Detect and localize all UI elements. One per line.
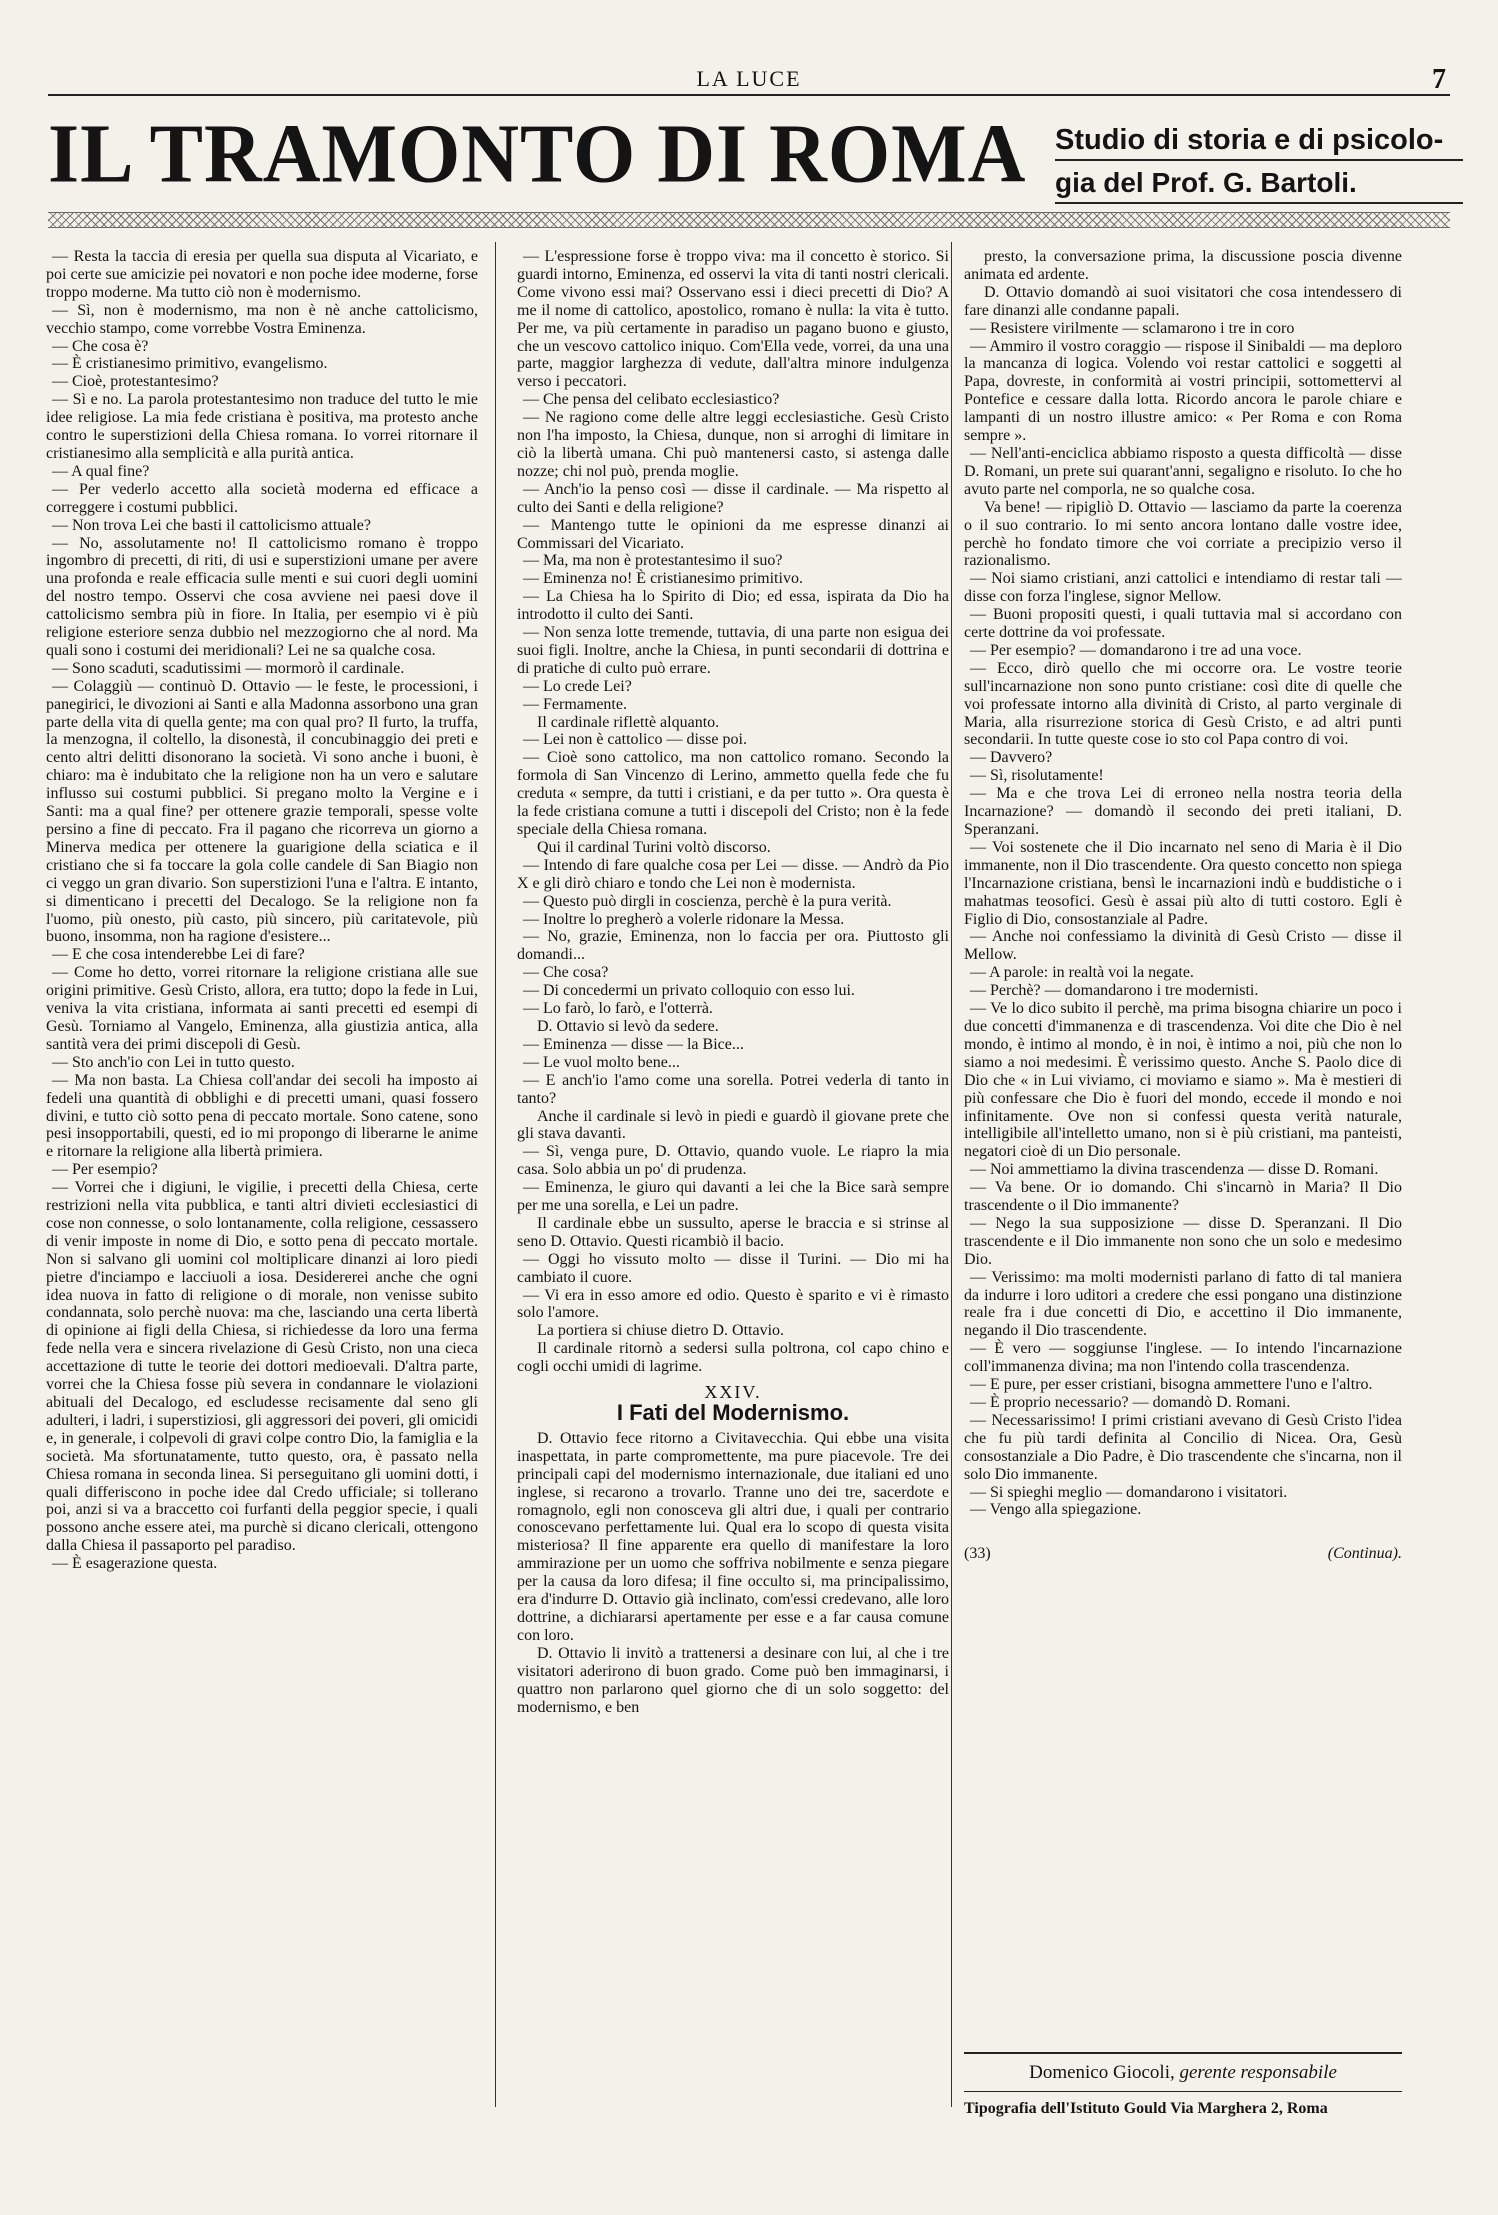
paragraph: — Vorrei che i digiuni, le vigilie, i precetti della Chiesa, certe restrizioni nella vita pubblica, e tanti altri divieti ecclesiastici di cose non connesse, o solo lontanamente, colla religione, cessassero di venir imposte in nome di Dio, e sotto pena di peccato mortale. Non si salvano gli uomini col moltiplicare dinanzi ai loro piedi pietre d'inciampo e lacciuoli a iosa. Desidererei anche che ogni idea nuova in fatto di religione o di morale, non venisse subito condannata, solo perchè nuova: ma che, lasciando una certa libertà di opinione ai figli della Chiesa, si richiedesse da loro una ferma fede nella vera e sincera rivelazione di Gesù Cristo, non una cieca accettazione di tutte le teorie dei dottori medioevali. D'altra parte, vorrei che la Chiesa fosse più severa in condannare le violazioni abituali del Decalogo, ed escludesse recisamente dal seno gli adulteri, i ladri, i superstiziosi, gli aggressori dei poveri, gli omicidi e, in generale, i colpevoli di gravi colpe contro Dio, la famiglia e la società. Ma sfortunatamente, tutto questo, ora, è passato nella Chiesa romana in seconda linea. Si perseguitano gli uomini dotti, i quali differiscono in poche idee dal Credo ufficiale; si tollerano poi, anzi si va a braccetto coi furfanti della peggior specie, i quali possono anche essere atei, ma purchè si dicano clericali, ottengono dalla Chiesa il passaporto pel paradiso. <box>46 1179 478 1555</box>
paragraph: — E che cosa intenderebbe Lei di fare? <box>52 946 305 964</box>
paragraph: — No, grazie, Eminenza, non lo faccia per ora. Piuttosto gli domandi... <box>517 928 949 964</box>
responsible-editor <box>964 2062 1402 2084</box>
paragraph: — Sto anch'io con Lei in tutto questo. <box>52 1053 295 1071</box>
paragraph: — Per vederlo accetto alla società moderna ed efficace a correggere i costumi pubblici. <box>46 480 478 516</box>
continued-note: (Continua). <box>1327 1545 1402 1563</box>
paragraph: — Fermamente. <box>523 695 627 713</box>
paragraph: — Cioè, protestantesimo? <box>52 373 219 391</box>
paragraph: — E pure, per esser cristiani, bisogna ammettere l'uno e l'altro. <box>970 1376 1373 1394</box>
paragraph: — Per esempio? — domandarono i tre ad una voce. <box>970 641 1302 659</box>
paragraph: — Lo farò, lo farò, e l'otterrà. <box>523 1000 713 1018</box>
paragraph: Qui il cardinal Turini voltò discorso. <box>537 838 771 856</box>
paragraph: — Le vuol molto bene... <box>523 1053 680 1071</box>
printer-line: Tipografia dell'Istituto Gould Via Marghera 2, Roma <box>964 2100 1328 2117</box>
paragraph: — Va bene. Or io domando. Chi s'incarnò in Maria? Il Dio trascendente o il Dio immanente? <box>964 1179 1402 1215</box>
editor-role: gerente responsabile <box>1179 2062 1337 2083</box>
paragraph: — Eminenza — disse — la Bice... <box>523 1035 744 1053</box>
paragraph: — Non senza lotte tremende, tuttavia, di una parte non esigua dei suoi figli. Inoltre, anche la Chiesa, in punti secondarii di dottrina e di pratiche di culto può errare. <box>517 624 949 677</box>
paragraph: — Anche noi confessiamo la divinità di Gesù Cristo — disse il Mellow. <box>964 928 1402 964</box>
paragraph: — Non trova Lei che basti il cattolicismo attuale? <box>52 516 372 534</box>
paragraph: — Che pensa del celibato ecclesiastico? <box>523 391 780 409</box>
paragraph: Il cardinale riflettè alquanto. <box>537 713 720 731</box>
paragraph: — Ma, ma non è protestantesimo il suo? <box>523 552 783 570</box>
paragraph: — L'espressione forse è troppo viva: ma il concetto è storico. Si guardi intorno, Eminenza, ed osservi la vita di tanti nostri clericali. Come vivono essi mai? Osservano essi i dieci precetti di Dio? A me il nome di cattolico, apostolico, romano è nulla: la vita è tutto. Per me, va più certamente in paradiso un pagano buono e giusto, che un vescovo cattolico iniquo. Com'Ella vede, vorrei, da una una parte, maggior larghezza di vedute, dall'altra minore indulgenza verso i peccatori. <box>517 248 949 391</box>
paragraph: — Come ho detto, vorrei ritornare la religione cristiana alle sue origini primitive. Gesù Cristo, allora, era tutto; dopo la fede in Lui, veniva la vita cristiana, informata ai santi precetti ed esempi di Gesù. Torniamo al Vangelo, Eminenza, alla giustizia antica, alla santità vera dei primi discepoli di Gesù. <box>46 964 478 1053</box>
paragraph: — Per esempio? <box>52 1161 158 1179</box>
subtitle-line-2: gia del Prof. G. Bartoli. <box>1055 167 1463 204</box>
paragraph: — Noi siamo cristiani, anzi cattolici e intendiamo di restar tali — disse con forza l'inglese, signor Mellow. <box>964 570 1402 606</box>
paragraph: — Buoni propositi questi, i quali tuttavia mal si accordano con certe dottrine da voi professate. <box>964 606 1402 642</box>
paragraph: — Ammiro il vostro coraggio — rispose il Sinibaldi — ma deploro la mancanza di logica. Volendo voi restar cattolici e soggetti al Papa, dovreste, in conformità ai vostri principii, sottomettervi al Pontefice e cessare dalla lotta. Ricordo ancora le parole chiare e lampanti di un nostro illustre amico: « Per Roma e con Roma sempre ». <box>964 337 1402 445</box>
paragraph: Va bene! — ripigliò D. Ottavio — lasciamo da parte la coerenza o il suo contrario. Io mi sento ancora lontano dalle vostre idee, perchè ho fondato timore che voi corriate a precipizio verso il razionalismo. <box>964 498 1402 570</box>
paragraph: — Ve lo dico subito il perchè, ma prima bisogna chiarire un poco i due concetti d'immanenza e di trascendenza. Voi dite che Dio è nel mondo, è intimo al mondo, è in noi, è intimo a noi, più che non lo siamo a noi medesimi. È verissimo questo. Anche S. Paolo dice di Dio che « in Lui viviamo, ci moviamo e siamo ». Ma è mestieri di più confessare che Dio è fuori del mondo, eccede il mondo e noi infinitamente. Ove non si confessi questa verità naturale, intelligibile all'intelletto umano, non si è più cristiani, ma panteisti, negatori cioè di un Dio personale. <box>964 1000 1402 1161</box>
paragraph: — Sì, venga pure, D. Ottavio, quando vuole. Le riapro la mia casa. Solo abbia un po' di prudenza. <box>517 1143 949 1179</box>
paragraph: — Verissimo: ma molti modernisti parlano di fatto di tal maniera da indurre i loro uditori a credere che essi pongano una distinzione reale fra i due concetti di Dio, e accettino il Dio immanente, negando il Dio trascendente. <box>964 1268 1402 1340</box>
paragraph: — E anch'io l'amo come una sorella. Potrei vederla di tanto in tanto? <box>517 1071 949 1107</box>
installment-number: (33) <box>964 1545 991 1563</box>
paragraph: — Vengo alla spiegazione. <box>970 1501 1142 1519</box>
editor-rule <box>964 2091 1402 2092</box>
ornamental-rule <box>48 212 1450 228</box>
article-subtitle <box>1055 124 1463 204</box>
paragraph: — Mantengo tutte le opinioni da me espresse dinanzi ai Commissari del Vicariato. <box>517 516 949 552</box>
column-3-dialogue <box>964 248 1402 1519</box>
paragraph: — Perchè? — domandarono i tre modernisti. <box>970 982 1259 1000</box>
paragraph: — Questo può dirgli in coscienza, perchè è la pura verità. <box>523 892 892 910</box>
paragraph: — Ma non basta. La Chiesa coll'andar dei secoli ha imposto ai fedeli una quantità di obblighi e di precetti umani, quasi fossero divini, e tutto ciò sotto pena di peccato mortale. Sono catene, sono pesi insopportabili, questi, ed io mi propongo di liberarne le anime e ritornare la religione alla libertà primiera. <box>46 1071 478 1161</box>
paragraph: Il cardinale ritornò a sedersi sulla poltrona, col capo chino e cogli occhi umidi di lagrime. <box>517 1340 949 1376</box>
paragraph: — Ne ragiono come delle altre leggi ecclesiastiche. Gesù Cristo non l'ha imposto, la Chiesa, dunque, non si arroghi di limitare in ciò la libertà umana. Chi può mantenersi casto, si astenga dalle nozze; chi nol può, prenda moglie. <box>517 409 949 480</box>
running-title: LA LUCE <box>696 66 802 91</box>
paragraph: D. Ottavio si levò da sedere. <box>537 1017 719 1035</box>
paragraph: — Necessarissimo! I primi cristiani avevano di Gesù Cristo l'idea che fu più tardi definita al Concilio di Nicea. Ora, Gesù consostanziale a Dio Padre, è Dio trascendente che s'incarna, non il solo Dio immanente. <box>964 1411 1402 1483</box>
paragraph: — Resistere virilmente — sclamarono i tre in coro <box>970 319 1295 337</box>
chapter-number: XXIV. <box>704 1382 762 1403</box>
paragraph: D. Ottavio domandò ai suoi visitatori che cosa intendessero di fare dinanzi alle condanne papali. <box>964 283 1402 319</box>
paragraph: — No, assolutamente no! Il cattolicismo romano è troppo ingombro di precetti, di riti, di usi e superstizioni umane per avere una profonda e reale efficacia sulle menti e sui cuori degli uomini del nostro tempo. Osservi che cosa avviene nei paesi dove il cattolicismo sembra più in fiore. In Italia, per esempio vi è più religione esteriore senza dubbio nel mezzogiorno che al nord. Ma quali sono i costumi dei meridionali? Lei ne sa qualche cosa. <box>46 534 478 659</box>
paragraph: — Nego la sua supposizione — disse D. Speranzani. Il Dio trascendente e il Dio immanente non sono che un solo e medesimo Dio. <box>964 1214 1402 1268</box>
paragraph: — È esagerazione questa. <box>52 1555 218 1573</box>
page-number: 7 <box>1432 64 1446 95</box>
paragraph: — Sì, risolutamente! <box>970 767 1104 785</box>
column-2-dialogue <box>517 248 949 1376</box>
paragraph: — Vi era in esso amore ed odio. Questo è sparito e vi è rimasto solo l'amore. <box>517 1286 949 1322</box>
paragraph: — Sì, non è modernismo, ma non è nè anche cattolicismo, vecchio stampo, come vorrebbe Vostra Eminenza. <box>46 301 478 337</box>
paragraph: — Di concedermi un privato colloquio con esso lui. <box>523 982 855 1000</box>
paragraph: — Lo crede Lei? <box>523 677 632 695</box>
paragraph: — Resta la taccia di eresia per quella sua disputa al Vicariato, e poi certe sue amicizie pei novatori e non poche idee moderne, forse troppo moderne. Ma tutto ciò non è modernismo. <box>46 248 478 301</box>
paragraph: — La Chiesa ha lo Spirito di Dio; ed essa, ispirata da Dio ha introdotto il culto dei Santi. <box>517 588 949 624</box>
subtitle-line-1: Studio di storia e di psicolo- <box>1055 124 1463 161</box>
running-head <box>48 66 1450 96</box>
paragraph: — Ma e che trova Lei di erroneo nella nostra teoria della Incarnazione? — domandò il secondo dei preti italiani, D. Speranzani. <box>964 785 1402 838</box>
paragraph: — Colaggiù — continuò D. Ottavio — le feste, le processioni, i panegirici, le divozioni ai Santi e alla Madonna assorbono una gran parte della vita di quella gente; ma con qual pro? Il furto, la truffa, la menzogna, il coltello, la disonestà, il concubinaggio dei preti e cento altri delitti disonorano la società. Vi sono anche i buoni, è chiaro: ma è indubitato che la religione non ha un vero e salutare influsso sui costumi pubblici. Si pregano molto la Vergine e i Santi: ma a qual fine? per ottenere grazie temporali, spesse volte persino a fine di peccato. Fra il pagano che ricorreva un giorno a Minerva medica per ottenere la guarigione della sciatica e il cristiano che si fa toccare la gola colle candele di San Biagio non ci veggo un gran divario. Son superstizioni l'una e l'altra. E intanto, si dimenticano i precetti del Decalogo. Se la religione non fa l'uomo, più onesto, più casto, più sincero, più caritatevole, più buono, insomma, non ha ragione d'esistere... <box>46 677 478 946</box>
paragraph: — Intendo di fare qualche cosa per Lei — disse. — Andrò da Pio X e gli dirò chiaro e tondo che Lei non è modernista. <box>517 856 949 892</box>
installment-footer <box>964 1545 1402 1563</box>
paragraph: Il cardinale ebbe un sussulto, aperse le braccia e si strinse al seno D. Ottavio. Questi ricambiò il bacio. <box>517 1214 949 1250</box>
paragraph: — Eminenza no! È cristianesimo primitivo. <box>523 570 803 588</box>
paragraph: D. Ottavio li invitò a trattenersi a desinare con lui, al che i tre visitatori aderirono di buon grado. Come può ben immaginarsi, i quattro non parlarono quel giorno che di un solo soggetto: del modernismo, e ben <box>517 1644 949 1716</box>
colophon-rule <box>964 2052 1402 2054</box>
paragraph: — Voi sostenete che il Dio incarnato nel seno di Maria è il Dio immanente, non il Dio trascendente. Ora questo concetto non spiega l'Incarnazione cristiana, bensì le incarnazioni indù e buddistiche o i mahatmas teosofici. Gesù è assai più alto di tutti costoro. Egli è Figlio di Dio, consostanziale al Padre. <box>964 838 1402 928</box>
paragraph: — A qual fine? <box>52 462 150 480</box>
paragraph: — A parole: in realtà voi la negate. <box>970 964 1194 982</box>
paragraph: — Nell'anti-enciclica abbiamo risposto a questa difficoltà — disse D. Romani, un prete sui quarant'anni, segaligno e risoluto. Io che ho avuto parte nel comporla, ne so qualche cosa. <box>964 444 1402 498</box>
paragraph: — Davvero? <box>970 749 1053 767</box>
paragraph: — Ecco, dirò quello che mi occorre ora. Le vostre teorie sull'incarnazione non sono punto cristiane: così dite di quelle che voi professate intorno alla divinità di Cristo, al parto verginale di Maria, alla risurrezione storica di Gesù Cristo, e ad altri punti secondarii. In tutte queste cose io sto col Papa contro di voi. <box>964 659 1402 749</box>
paragraph: — È cristianesimo primitivo, evangelismo. <box>52 355 328 373</box>
paragraph: — È proprio necessario? — domandò D. Romani. <box>970 1394 1291 1411</box>
text-column-2 <box>517 248 949 2078</box>
paragraph: — Inoltre lo pregherò a volerle ridonare la Messa. <box>523 910 845 928</box>
paragraph: presto, la conversazione prima, la discussione poscia divenne animata ed ardente. <box>964 248 1402 283</box>
column-divider <box>951 242 952 2107</box>
paragraph: D. Ottavio fece ritorno a Civitavecchia. Qui ebbe una visita inaspettata, in parte compromettente, ma pure piacevole. Tre dei principali capi del modernismo internazionale, due italiani ed uno inglese, si recarono a trovarlo. Tranne uno dei tre, sacerdote e romagnolo, egli non conosceva gli altri due, i quali per contrario conoscevano perfettamente lui. Qual era lo scopo di questa visita misteriosa? Il fine apparente era quello di manifestare la loro ammirazione per un uomo che soffriva nobilmente e senza piegare per la causa da loro difesa; il fine occulto si, ma principalissimo, era d'indurre D. Ottavio già inclinato, com'essi credevano, alle loro dottrine, a dichiararsi apertamente per esse e a far causa comune con loro. <box>517 1429 949 1644</box>
paragraph: — Cioè sono cattolico, ma non cattolico romano. Secondo la formola di San Vincenzo di Lerino, ammetto quella fede che fu creduta « sempre, da tutti i cristiani, e da per tutto ». Ora questa è la fede cristiana comune a tutti i discepoli del Cristo; non è la fede speciale della Chiesa romana. <box>517 749 949 838</box>
paragraph: — Oggi ho vissuto molto — disse il Turini. — Dio mi ha cambiato il cuore. <box>517 1250 949 1286</box>
paragraph: — Anch'io la penso così — disse il cardinale. — Ma rispetto al culto dei Santi e della religione? <box>517 480 949 516</box>
paragraph: — Lei non è cattolico — disse poi. <box>523 731 747 749</box>
text-column-3 <box>964 248 1402 2078</box>
paragraph: — Sono scaduti, scadutissimi — mormorò il cardinale. <box>52 659 405 677</box>
paragraph: — È vero — soggiunse l'inglese. — Io intendo l'incarnazione coll'immanenza divina; ma non l'intendo colla trascendenza. <box>964 1340 1402 1376</box>
article-title: IL TRAMONTO DI ROMA <box>48 107 1027 201</box>
editor-name: Domenico Giocoli, <box>1029 2062 1175 2083</box>
paragraph: — Sì e no. La parola protestantesimo non traduce del tutto le mie idee religiose. La mia fede cristiana è positiva, ma protesto anche contro le superstizioni della Chiesa romana. Io vorrei ritornare il cristianesimo alla semplicità e alla purità antica. <box>46 391 478 462</box>
chapter-text <box>517 1430 949 1717</box>
paragraph: La portiera si chiuse dietro D. Ottavio. <box>537 1322 785 1340</box>
paragraph: — Che cosa è? <box>52 337 149 355</box>
paragraph: — Noi ammettiamo la divina trascendenza — disse D. Romani. <box>970 1161 1379 1179</box>
text-column-1 <box>46 248 478 2078</box>
column-divider <box>495 242 496 2107</box>
paragraph: — Che cosa? <box>523 964 609 982</box>
paragraph: — Si spieghi meglio — domandarono i visitatori. <box>970 1483 1288 1501</box>
chapter-title: I Fati del Modernismo. <box>616 1400 850 1425</box>
paragraph: Anche il cardinale si levò in piedi e guardò il giovane prete che gli stava davanti. <box>517 1107 949 1143</box>
paragraph: — Eminenza, le giuro qui davanti a lei che la Bice sarà sempre per me una sorella, e Lei un padre. <box>517 1179 949 1215</box>
